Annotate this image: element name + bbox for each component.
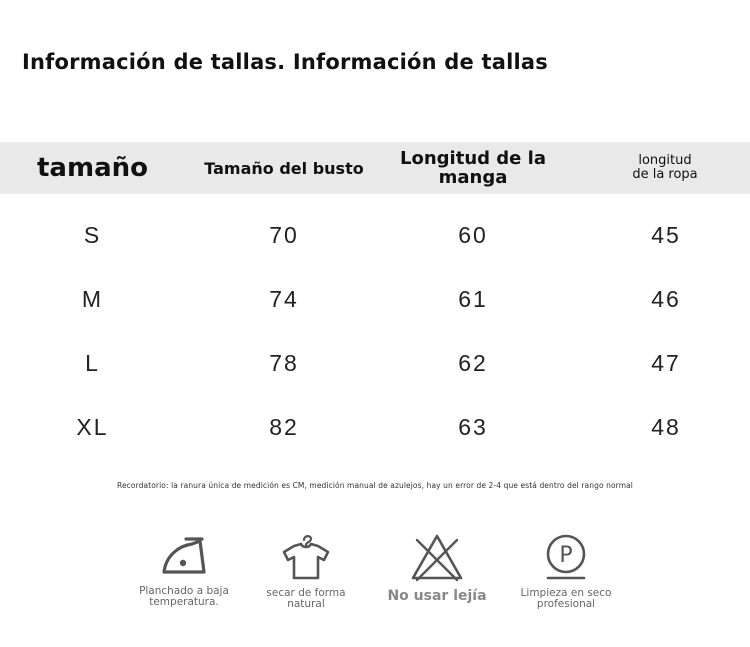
no-bleach-icon — [409, 532, 465, 582]
header-bust: Tamaño del busto — [204, 158, 364, 178]
sleeve-cell: 61 — [458, 285, 488, 312]
svg-text:P: P — [559, 543, 573, 568]
sleeve-cell: 62 — [458, 349, 488, 376]
sleeve-cell: 60 — [458, 221, 488, 248]
header-length — [570, 142, 750, 194]
header-sleeve-line1: Longitud de la — [400, 148, 546, 169]
dry-clean-p-icon — [538, 532, 594, 582]
care-item-drying — [241, 532, 371, 610]
table-row — [0, 407, 750, 447]
header-sleeve-line2: manga — [438, 167, 508, 188]
bust-cell: 82 — [269, 413, 299, 440]
length-cell: 46 — [651, 285, 681, 312]
table-row — [0, 215, 750, 255]
header-sleeve — [380, 142, 566, 194]
length-cell: 47 — [651, 349, 681, 376]
header-length-line2: de la ropa — [632, 167, 698, 182]
care-item-no-bleach — [372, 532, 502, 604]
table-row — [0, 279, 750, 319]
length-cell: 48 — [651, 413, 681, 440]
table-row — [0, 343, 750, 383]
size-cell: S — [83, 221, 102, 248]
care-item-dry-clean — [501, 532, 631, 610]
care-label: Planchado a baja temperatura. — [139, 585, 229, 608]
bust-cell: 78 — [269, 349, 299, 376]
header-length-line1: longitud — [638, 153, 692, 168]
care-label: Limpieza en seco profesional — [520, 587, 612, 610]
sleeve-cell: 63 — [458, 413, 488, 440]
care-item-ironing — [119, 532, 249, 608]
care-label: No usar lejía — [387, 588, 487, 604]
low-temperature-iron-icon — [156, 532, 212, 580]
size-cell: XL — [76, 413, 109, 440]
page-title: Información de tallas. Información de tallas — [22, 50, 548, 74]
bust-cell: 74 — [269, 285, 299, 312]
measurement-note: Recordatorio: la ranura única de medición es CM, medición manual de azulejos, hay un error de 2-4 que está dentro del rango normal — [116, 481, 633, 490]
flat-dry-shirt-icon — [278, 532, 334, 582]
length-cell: 45 — [651, 221, 681, 248]
care-label: secar de forma natural — [266, 587, 346, 610]
header-size: tamaño — [37, 153, 148, 183]
bust-cell: 70 — [269, 221, 299, 248]
size-cell: L — [85, 349, 100, 376]
size-cell: M — [81, 285, 104, 312]
